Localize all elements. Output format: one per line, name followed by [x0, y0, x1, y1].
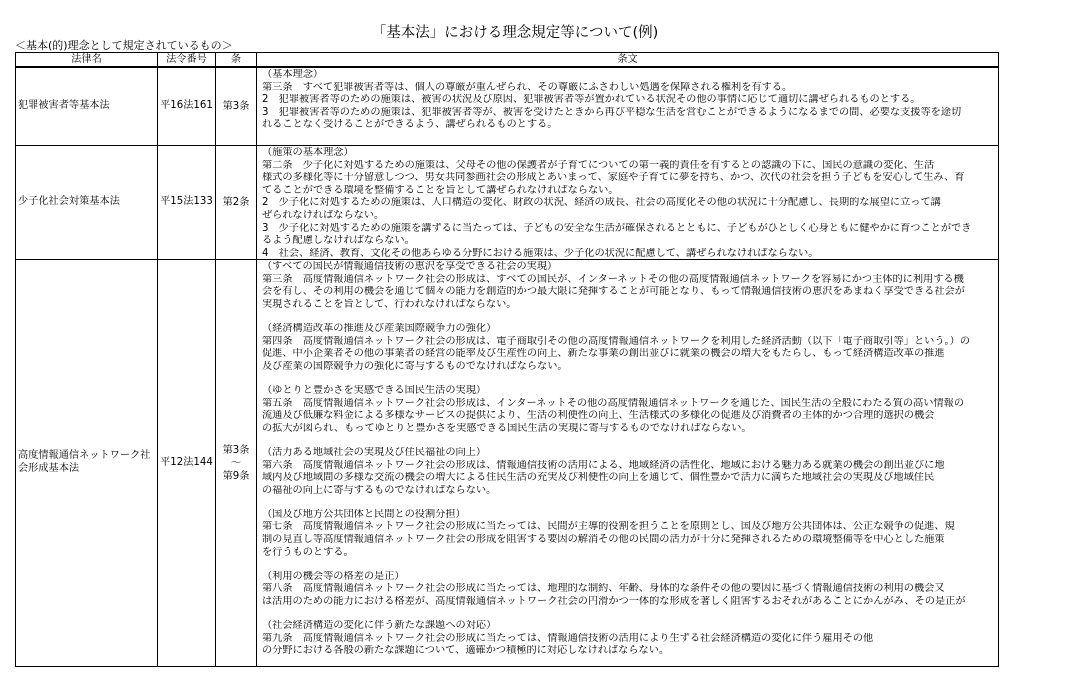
article-text-line: 促進、中小企業者その他の事業者の経営の能率及び生産性の向上、新たな事業の創出並びに就業の機会の増大をもたらし、もって経済構造改革の推進 [262, 348, 945, 360]
article-text-line: るよう配慮しなければならない。 [262, 235, 415, 247]
article-label: 第3条 [222, 444, 250, 456]
article-text-line: の拡大が図られ、もってゆとりと豊かさを実感できる国民生活の実現に寄与するものでなければならない。 [262, 422, 752, 434]
article-text-line: てることができる環境を整備することを旨として講ぜられなければならない。 [262, 184, 619, 196]
article-cell [216, 146, 257, 260]
article-text-line: ぜられなければならない。 [262, 209, 385, 221]
article-text-line: （すべての国民が情報通信技術の恵沢を享受できる社会の実現） [262, 261, 558, 272]
law-name-cell [16, 67, 158, 146]
article-text-line: 3 少子化に対処するための施策を講ずるに当たっては、子どもの安全な生活が確保されるとともに、子どもがひとしく心身ともに健やかに育つことができ [262, 222, 972, 234]
article-text-line: 2 犯罪被害者等のための施策は、被害の状況及び原因、犯罪被害者等が置かれている状況その他の事情に応じて適切に講ぜられるものとする。 [262, 94, 921, 106]
law-table [15, 52, 999, 667]
article-text-line: 様式の多様化等に十分留意しつつ、男女共同参画社会の形成とあいまって、家庭や子育てに夢を持ち、かつ、次代の社会を担う子どもを安心して生み、育 [262, 172, 965, 184]
article-text-line: （経済構造改革の推進及び産業国際競争力の強化） [262, 322, 497, 334]
section-subtitle: ＜基本(的)理念として規定されているもの＞ [15, 39, 233, 52]
law-name: 少子化社会対策基本法 [18, 196, 120, 208]
article-text-line: を行うものとする。 [262, 546, 354, 558]
article-text-line: 第六条 高度情報通信ネットワーク社会の形成は、情報通信技術の活用による、地域経済の活性化、地域における魅力ある就業の機会の創出並びに地 [262, 459, 945, 471]
law-number-cell [158, 146, 216, 260]
article-text-line: 流通及び低廉な料金による多様なサービスの提供により、生活の利便性の向上、生活様式の多様化の促進及び消費者の主体的かつ合理的選択の機会 [262, 410, 935, 422]
article-text-line: の福祉の向上に寄与するものでなければならない。 [262, 484, 497, 496]
article-text-line: 域内及び地域間の多様な交流の機会の増大による住民生活の充実及び利便性の向上を通じて、個性豊かで活力に満ちた地域社会の実現及び地域住民 [262, 472, 935, 484]
article-text-line: の分野における各般の新たな課題について、適確かつ積極的に対応しなければならない。 [262, 645, 670, 657]
article-text-line: 4 社会、経済、教育、文化その他あらゆる分野における施策は、少子化の状況に配慮して、講ぜられなければならない。 [262, 247, 819, 259]
article-text-line: （社会経済構造の変化に伴う新たな課題への対応） [262, 620, 497, 632]
header-article: 条 [216, 53, 257, 68]
article-text-cell [257, 146, 999, 260]
law-name-cell [16, 146, 158, 260]
article-text-line: 第九条 高度情報通信ネットワーク社会の形成に当たっては、情報通信技術の活用により生ずる社会経済構造の変化に伴う雇用その他 [262, 632, 874, 644]
article-label: ～ [230, 457, 242, 469]
law-name-cell [16, 260, 158, 667]
document-title: 「基本法」における理念規定等について(例) [371, 25, 659, 41]
article-text-line: （ゆとりと豊かさを実感できる国民生活の実現） [262, 384, 487, 396]
law-number: 平16法161 [160, 100, 213, 112]
header-text: 条文 [257, 53, 999, 68]
article-label: 第2条 [222, 197, 250, 208]
article-text-line: 第三条 すべて犯罪被害者等は、個人の尊厳が重んぜられ、その尊厳にふさわしい処遇を保障される権利を有する。 [262, 81, 793, 93]
article-label: 第9条 [222, 470, 250, 482]
article-text-line: 制の見直し等高度情報通信ネットワーク社会の形成を阻害する要因の解消その他の民間の活力が十分に発揮されるための環境整備等を中心とした施策 [262, 534, 945, 546]
law-name: 高度情報通信ネットワーク社会形成基本法 [18, 450, 151, 474]
law-number: 平15法133 [160, 196, 213, 208]
article-text-line: 3 犯罪被害者等のための施策は、犯罪被害者等が、被害を受けたときから再び平穏な生活を営むことができるようになるまでの間、必要な支援等を途切 [262, 106, 962, 118]
article-text-line: 2 少子化に対処するための施策は、人口構造の変化、財政の状況、経済の成長、社会の高度化その他の状況に十分配慮し、長期的な展望に立って講 [262, 197, 941, 209]
article-text-line: 及び産業の国際競争力の強化に寄与するものでなければならない。 [262, 360, 568, 372]
article-text-line: 実現されることを旨として、行われなければならない。 [262, 298, 517, 310]
article-text-line: れることなく受けることができるよう、講ぜられるものとする。 [262, 119, 558, 131]
header-law-name: 法律名 [16, 53, 158, 68]
header-law-number: 法令番号 [158, 53, 216, 68]
article-text-line: 第七条 高度情報通信ネットワーク社会の形成に当たっては、民間が主導的役割を担うことを原則とし、国及び地方公共団体は、公正な競争の促進、規 [262, 521, 955, 533]
article-text-cell [257, 260, 999, 667]
article-text-line: （活力ある地域社会の実現及び住民福祉の向上） [262, 446, 487, 458]
article-text-line: （基本理念） [262, 69, 324, 80]
table-row [16, 67, 999, 146]
article-text-line: （国及び地方公共団体と民間との役割分担） [262, 508, 466, 520]
table-row [16, 260, 999, 667]
article-text-line: （利用の機会等の格差の是正） [262, 570, 405, 582]
article-text-line: （施策の基本理念） [262, 147, 354, 158]
article-text-line: 第四条 高度情報通信ネットワーク社会の形成は、電子商取引その他の高度情報通信ネットワークを利用した経済活動（以下「電子商取引等」という。）の [262, 335, 971, 347]
law-number: 平12法144 [160, 456, 213, 468]
table-row [16, 146, 999, 260]
article-text-line: 第八条 高度情報通信ネットワーク社会の形成に当たっては、地理的な制約、年齢、身体的な条件その他の要因に基づく情報通信技術の利用の機会又 [262, 583, 945, 595]
article-cell [216, 67, 257, 146]
law-number-cell [158, 67, 216, 146]
article-text-line: 第五条 高度情報通信ネットワーク社会の形成は、インターネットその他の高度情報通信ネットワークを通じた、国民生活の全般にわたる質の高い情報の [262, 397, 965, 409]
article-cell [216, 260, 257, 667]
table-header-row [16, 53, 999, 68]
law-name: 犯罪被害者等基本法 [18, 100, 110, 112]
article-text-line: 第三条 高度情報通信ネットワーク社会の形成は、すべての国民が、インターネットその他の高度情報通信ネットワークを容易にかつ主体的に利用する機 [262, 273, 964, 285]
article-text-line: は活用のための能力における格差が、高度情報通信ネットワーク社会の円滑かつ一体的な形成を著しく阻害するおそれがあることにかんがみ、その是正が [262, 596, 966, 608]
article-text-line: 会を有し、その利用の機会を通じて個々の能力を創造的かつ最大限に発揮することが可能となり、もって情報通信技術の恵沢をあまねく享受できる社会が [262, 286, 965, 298]
article-text-cell [257, 67, 999, 146]
article-text-line: 第二条 少子化に対処するための施策は、父母その他の保護者が子育てについての第一義的責任を有するとの認識の下に、国民の意識の変化、生活 [262, 159, 935, 171]
article-label: 第3条 [222, 101, 250, 112]
law-number-cell [158, 260, 216, 667]
